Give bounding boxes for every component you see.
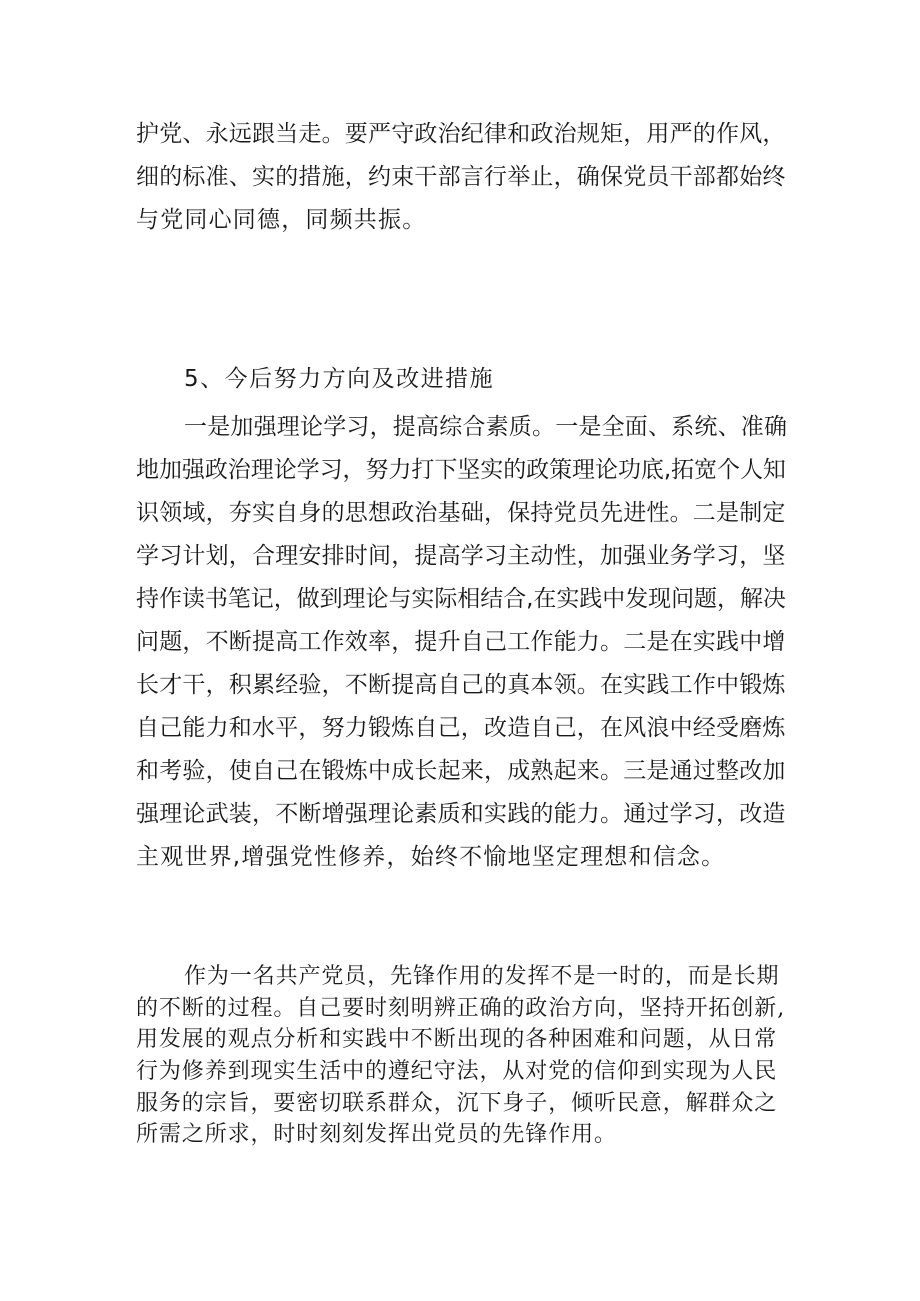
text-line: 护党、永远跟当走。要严守政治纪律和政治规矩，用严的作风， bbox=[136, 121, 786, 147]
text-line: 一是加强理论学习，提高综合素质。一是全面、系统、准确 bbox=[184, 414, 788, 440]
text-line: 学习计划，合理安排时间，提高学习主动性，加强业务学习，坚 bbox=[136, 543, 786, 569]
text-line: 强理论武装，不断增强理论素质和实践的能力。通过学习，改造 bbox=[136, 801, 786, 827]
paragraph-continuation bbox=[136, 113, 792, 242]
text-line: 自己能力和水平，努力锻炼自己，改造自己，在风浪中经受磨炼 bbox=[136, 715, 786, 741]
text-line: 主观世界,增强党性修养，始终不愉地坚定理想和信念。 bbox=[136, 844, 726, 870]
text-line: 所需之所求，时时刻刻发挥出党员的先锋作用。 bbox=[136, 1122, 617, 1148]
text-line: 细的标准、实的措施，约束干部言行举止，确保党员干部都始终 bbox=[136, 164, 786, 190]
paragraph-conclusion bbox=[136, 961, 792, 1151]
text-line: 问题，不断提高工作效率，提升自己工作能力。二是在实践中增 bbox=[136, 629, 786, 655]
text-line: 行为修养到现实生活中的遵纪守法，从对党的信仰到实现为人民 bbox=[136, 1059, 778, 1085]
text-line: 长才干，积累经验，不断提高自己的真本领。在实践工作中锻炼 bbox=[136, 672, 786, 698]
text-line: 识领域，夯实自身的思想政治基础，保持党员先进性。二是制定 bbox=[136, 500, 786, 526]
text-line: 的不断的过程。自己要时刻明辨正确的政治方向，坚持开拓创新, bbox=[136, 995, 786, 1021]
text-line: 服务的宗旨，要密切联系群众，沉下身子，倾听民意，解群众之 bbox=[136, 1090, 778, 1116]
section-heading: 5、今后努力方向及改进措施 bbox=[184, 366, 495, 392]
text-line: 地加强政治理论学习，努力打下坚实的政策理论功底,拓宽个人知 bbox=[136, 457, 786, 483]
text-line: 用发展的观点分析和实践中不断出现的各种困难和问题，从日常 bbox=[136, 1027, 778, 1053]
text-line: 与党同心同德，同频共振。 bbox=[136, 207, 427, 233]
paragraph-improvement-measures bbox=[136, 406, 792, 879]
text-line: 持作读书笔记，做到理论与实际相结合,在实践中发现问题，解决 bbox=[136, 586, 786, 612]
text-line: 作为一名共产党员，先锋作用的发挥不是一时的，而是长期 bbox=[184, 964, 780, 989]
text-line: 和考验，使自己在锻炼中成长起来，成熟起来。三是通过整改加 bbox=[136, 758, 786, 784]
